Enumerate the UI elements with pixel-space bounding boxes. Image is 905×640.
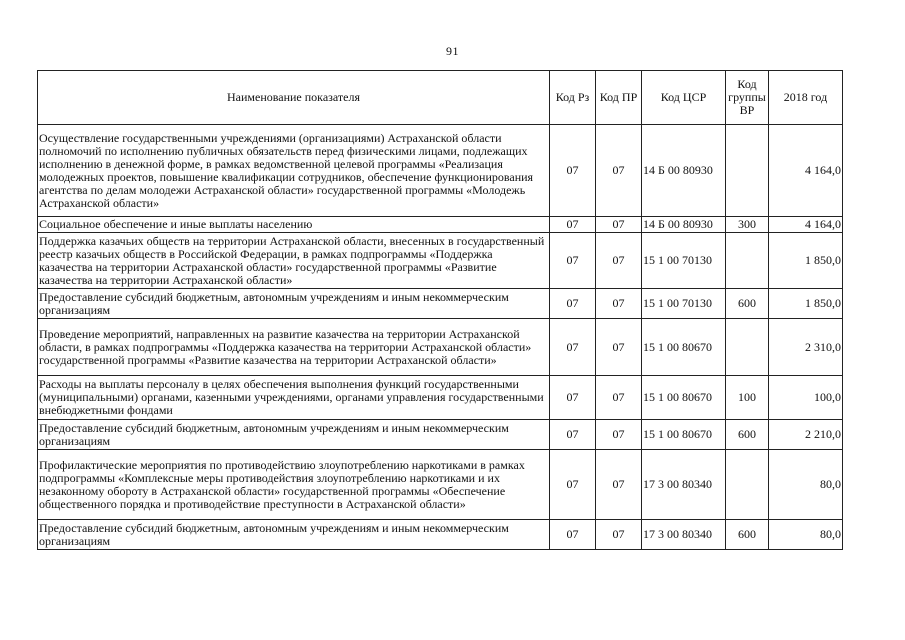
budget-table [37,70,843,550]
row-rz: 07 [550,125,596,217]
row-rz: 07 [550,376,596,420]
row-vr: 100 [726,376,769,420]
row-pr: 07 [596,125,642,217]
header-csr: Код ЦСР [642,71,726,125]
row-name: Предоставление субсидий бюджетным, автономным учреждениям и иным некоммерческим организациям [38,520,550,550]
row-amount: 2 210,0 [769,420,843,450]
row-vr: 600 [726,520,769,550]
row-rz: 07 [550,217,596,233]
row-amount: 2 310,0 [769,319,843,376]
table-row [38,420,843,450]
row-rz: 07 [550,319,596,376]
header-name: Наименование показателя [38,71,550,125]
header-vr: Код группы ВР [726,71,769,125]
row-csr: 15 1 00 70130 [642,289,726,319]
header-year: 2018 год [769,71,843,125]
row-amount: 4 164,0 [769,217,843,233]
row-vr: 300 [726,217,769,233]
row-pr: 07 [596,233,642,289]
table-row [38,233,843,289]
row-vr: 600 [726,420,769,450]
header-row [38,71,843,125]
row-csr: 15 1 00 70130 [642,233,726,289]
row-amount: 80,0 [769,450,843,520]
row-pr: 07 [596,319,642,376]
row-csr: 15 1 00 80670 [642,420,726,450]
row-vr [726,450,769,520]
row-amount: 80,0 [769,520,843,550]
row-name: Профилактические мероприятия по противодействию злоупотреблению наркотиками в рамках подпрограммы «Комплексные меры противодействия злоупотреблению наркотиками и их незаконному обороту в Астраханской области» государственной программы «Обеспечение общественного порядка и противодействие преступности в Астраханской области» [38,450,550,520]
row-csr: 14 Б 00 80930 [642,217,726,233]
row-pr: 07 [596,376,642,420]
row-pr: 07 [596,420,642,450]
row-pr: 07 [596,289,642,319]
row-pr: 07 [596,450,642,520]
table-row [38,289,843,319]
row-pr: 07 [596,217,642,233]
row-csr: 17 3 00 80340 [642,520,726,550]
header-pr: Код ПР [596,71,642,125]
row-amount: 100,0 [769,376,843,420]
row-pr: 07 [596,520,642,550]
row-vr [726,319,769,376]
row-name: Предоставление субсидий бюджетным, автономным учреждениям и иным некоммерческим организациям [38,420,550,450]
row-name: Социальное обеспечение и иные выплаты населению [38,217,550,233]
header-rz: Код Рз [550,71,596,125]
page-number: 91 [446,44,459,58]
row-rz: 07 [550,233,596,289]
row-vr: 600 [726,289,769,319]
row-vr [726,125,769,217]
table-row [38,520,843,550]
table-row [38,217,843,233]
table-row [38,125,843,217]
row-amount: 4 164,0 [769,125,843,217]
row-csr: 15 1 00 80670 [642,319,726,376]
row-csr: 17 3 00 80340 [642,450,726,520]
row-name: Поддержка казачьих обществ на территории Астраханской области, внесенных в государственный реестр казачьих обществ в Российской Федерации, в рамках подпрограммы «Поддержка казачества на территории Астраханской области» государственной программы «Развитие казачества на территории Астраханской области» [38,233,550,289]
row-csr: 14 Б 00 80930 [642,125,726,217]
row-rz: 07 [550,450,596,520]
row-name: Расходы на выплаты персоналу в целях обеспечения выполнения функций государственными (муниципальными) органами, казенными учреждениями, органами управления государственными внебюджетными фондами [38,376,550,420]
row-rz: 07 [550,520,596,550]
table-row [38,319,843,376]
row-name: Проведение мероприятий, направленных на развитие казачества на территории Астраханской области, в рамках подпрограммы «Поддержка казачества на территории Астраханской области» государственной программы «Развитие казачества на территории Астраханской области» [38,319,550,376]
table-row [38,450,843,520]
table-row [38,376,843,420]
row-name: Предоставление субсидий бюджетным, автономным учреждениям и иным некоммерческим организациям [38,289,550,319]
row-csr: 15 1 00 80670 [642,376,726,420]
row-amount: 1 850,0 [769,233,843,289]
row-vr [726,233,769,289]
row-rz: 07 [550,289,596,319]
row-rz: 07 [550,420,596,450]
row-amount: 1 850,0 [769,289,843,319]
row-name: Осуществление государственными учреждениями (организациями) Астраханской области полномочий по исполнению публичных обязательств перед физическими лицами, подлежащих исполнению в денежной форме, в рамках ведомственной целевой программы «Реализация молодежных проектов, повышение квалификации сотрудников, обеспечение функционирования агентства по делам молодежи Астраханской области» государственной программы «Молодежь Астраханской области» [38,125,550,217]
table-body [38,125,843,550]
